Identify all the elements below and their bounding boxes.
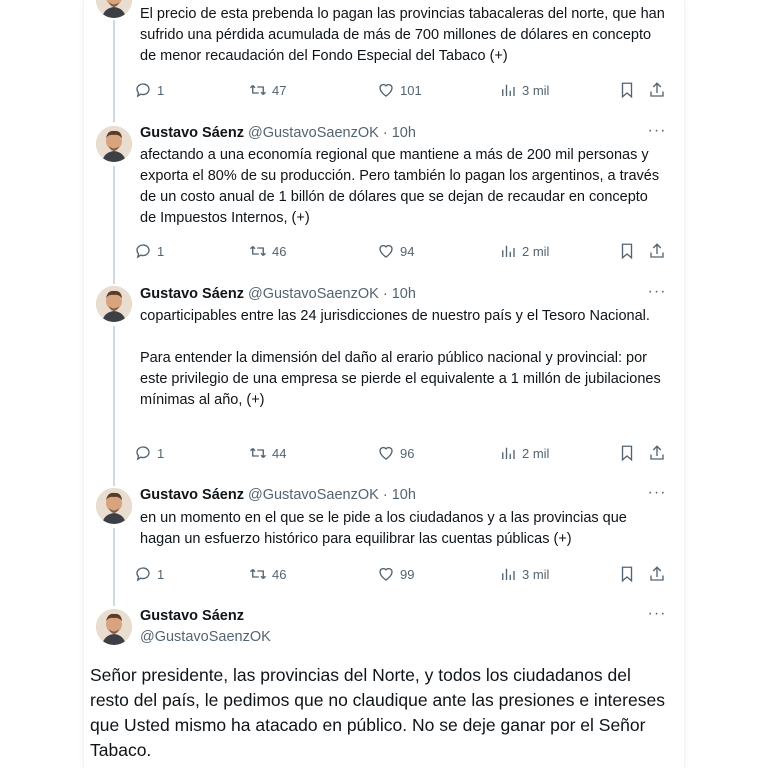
like-button[interactable] xyxy=(377,562,414,586)
bookmark-icon xyxy=(618,242,636,260)
reply-icon xyxy=(134,81,152,99)
author-name[interactable]: Gustavo Sáenz xyxy=(140,487,244,503)
reply-icon xyxy=(134,242,152,260)
like-count: 96 xyxy=(400,445,415,461)
reply-count: 1 xyxy=(157,445,165,461)
views-button[interactable] xyxy=(499,441,549,465)
tweet-actions xyxy=(134,239,674,263)
views-icon xyxy=(499,565,517,583)
author-handle[interactable]: @GustavoSaenzOK xyxy=(247,487,379,503)
views-icon xyxy=(499,444,517,462)
author-avatar[interactable] xyxy=(96,286,132,322)
separator: · xyxy=(382,286,388,302)
tweet-actions xyxy=(134,441,674,465)
share-button[interactable] xyxy=(648,441,666,465)
retweet-button[interactable] xyxy=(249,239,286,263)
author-avatar[interactable] xyxy=(96,0,132,18)
bookmark-button[interactable] xyxy=(618,441,636,465)
retweet-icon xyxy=(249,444,267,462)
retweet-button[interactable] xyxy=(249,441,286,465)
thread-line xyxy=(113,20,115,122)
tweet-thread xyxy=(83,0,685,768)
retweet-icon xyxy=(249,242,267,260)
tweet-header xyxy=(140,284,668,304)
like-count: 101 xyxy=(400,82,422,98)
tweet-text xyxy=(140,145,666,229)
main-tweet-text: Señor presidente, las provincias del Norte, y todos los ciudadanos del resto del país, le pedimos que no claudique ante las presiones e intereses que Usted mismo ha atacado en público. No se deje ganar por el Señor Tabaco. xyxy=(90,665,665,760)
thread-line xyxy=(113,166,115,284)
tweet-actions xyxy=(134,562,674,586)
more-icon[interactable]: ··· xyxy=(647,283,667,300)
views-count: 3 mil xyxy=(522,566,550,582)
tweet-text xyxy=(140,508,666,550)
tweet-paragraph: coparticipables entre las 24 jurisdicciones de nuestro país y el Tesoro Nacional. xyxy=(140,308,650,324)
author-name[interactable]: Gustavo Sáenz xyxy=(140,125,244,141)
tweet-paragraph: en un momento en el que se le pide a los ciudadanos y a las provincias que hagan un esfuerzo histórico para equilibrar las cuentas públicas (+) xyxy=(140,510,627,547)
views-count: 2 mil xyxy=(522,445,550,461)
reply-count: 1 xyxy=(157,82,165,98)
reply-count: 1 xyxy=(157,243,165,259)
thread-line xyxy=(113,326,115,486)
share-button[interactable] xyxy=(648,562,666,586)
retweet-count: 46 xyxy=(272,566,287,582)
more-icon[interactable]: ··· xyxy=(647,605,667,622)
like-button[interactable] xyxy=(377,78,422,102)
tweet-text xyxy=(140,306,666,411)
author-avatar[interactable] xyxy=(96,609,132,645)
retweet-count: 46 xyxy=(272,243,287,259)
share-icon xyxy=(648,242,666,260)
views-button[interactable] xyxy=(499,239,549,263)
timestamp[interactable]: 10h xyxy=(391,487,416,503)
author-avatar[interactable] xyxy=(96,488,132,524)
like-button[interactable] xyxy=(377,441,414,465)
reply-button[interactable] xyxy=(134,78,164,102)
retweet-button[interactable] xyxy=(249,562,286,586)
views-button[interactable] xyxy=(499,562,549,586)
like-count: 94 xyxy=(400,243,415,259)
reply-button[interactable] xyxy=(134,239,164,263)
reply-button[interactable] xyxy=(134,562,164,586)
views-icon xyxy=(499,242,517,260)
timestamp[interactable]: 10h xyxy=(391,125,416,141)
share-icon xyxy=(648,444,666,462)
retweet-count: 44 xyxy=(272,445,287,461)
heart-icon xyxy=(377,81,395,99)
tweet-paragraph: Para entender la dimensión del daño al erario público nacional y provincial: por este privilegio de una empresa se pierde el equivalente a 1 millón de jubilaciones mínimas al año, (+) xyxy=(140,350,661,408)
retweet-count: 47 xyxy=(272,82,287,98)
heart-icon xyxy=(377,242,395,260)
more-icon[interactable]: ··· xyxy=(647,484,667,501)
retweet-icon xyxy=(249,81,267,99)
heart-icon xyxy=(377,565,395,583)
tweet-text xyxy=(140,4,666,67)
bookmark-icon xyxy=(618,81,636,99)
views-count: 3 mil xyxy=(522,82,550,98)
tweet-actions xyxy=(134,78,674,102)
reply-icon xyxy=(134,565,152,583)
author-name[interactable]: Gustavo Sáenz xyxy=(140,608,244,624)
like-button[interactable] xyxy=(377,239,414,263)
reply-count: 1 xyxy=(157,566,165,582)
reply-button[interactable] xyxy=(134,441,164,465)
share-icon xyxy=(648,81,666,99)
bookmark-icon xyxy=(618,444,636,462)
author-handle[interactable]: @GustavoSaenzOK xyxy=(140,629,271,645)
views-icon xyxy=(499,81,517,99)
author-avatar[interactable] xyxy=(96,126,132,162)
bookmark-button[interactable] xyxy=(618,78,636,102)
tweet-header xyxy=(140,485,668,505)
tweet-paragraph: afectando a una economía regional que mantiene a más de 200 mil personas y exporta el 80% de su producción. Pero también lo pagan los argentinos, a través de un costo anual de 1 billón de dólares que se dejan de recaudar en concepto de Impuestos Internos, (+) xyxy=(140,147,660,226)
share-button[interactable] xyxy=(648,78,666,102)
like-count: 99 xyxy=(400,566,415,582)
separator: · xyxy=(382,487,388,503)
thread-line xyxy=(113,528,115,606)
retweet-icon xyxy=(249,565,267,583)
share-icon xyxy=(648,565,666,583)
separator: · xyxy=(382,125,388,141)
author-handle[interactable]: @GustavoSaenzOK xyxy=(247,125,379,141)
share-button[interactable] xyxy=(648,239,666,263)
bookmark-button[interactable] xyxy=(618,239,636,263)
more-icon[interactable]: ··· xyxy=(647,122,667,139)
author-handle[interactable]: @GustavoSaenzOK xyxy=(247,286,379,302)
heart-icon xyxy=(377,444,395,462)
retweet-button[interactable] xyxy=(249,78,286,102)
tweet-paragraph: El precio de esta prebenda lo pagan las provincias tabacaleras del norte, que han sufrido una pérdida acumulada de más de 700 millones de dólares en concepto de menor recaudación del Fondo Especial del Tabaco (+) xyxy=(140,6,665,64)
views-count: 2 mil xyxy=(522,243,550,259)
bookmark-icon xyxy=(618,565,636,583)
reply-icon xyxy=(134,444,152,462)
timestamp[interactable]: 10h xyxy=(391,286,416,302)
bookmark-button[interactable] xyxy=(618,562,636,586)
tweet-header xyxy=(140,123,668,143)
author-name[interactable]: Gustavo Sáenz xyxy=(140,286,244,302)
views-button[interactable] xyxy=(499,78,549,102)
